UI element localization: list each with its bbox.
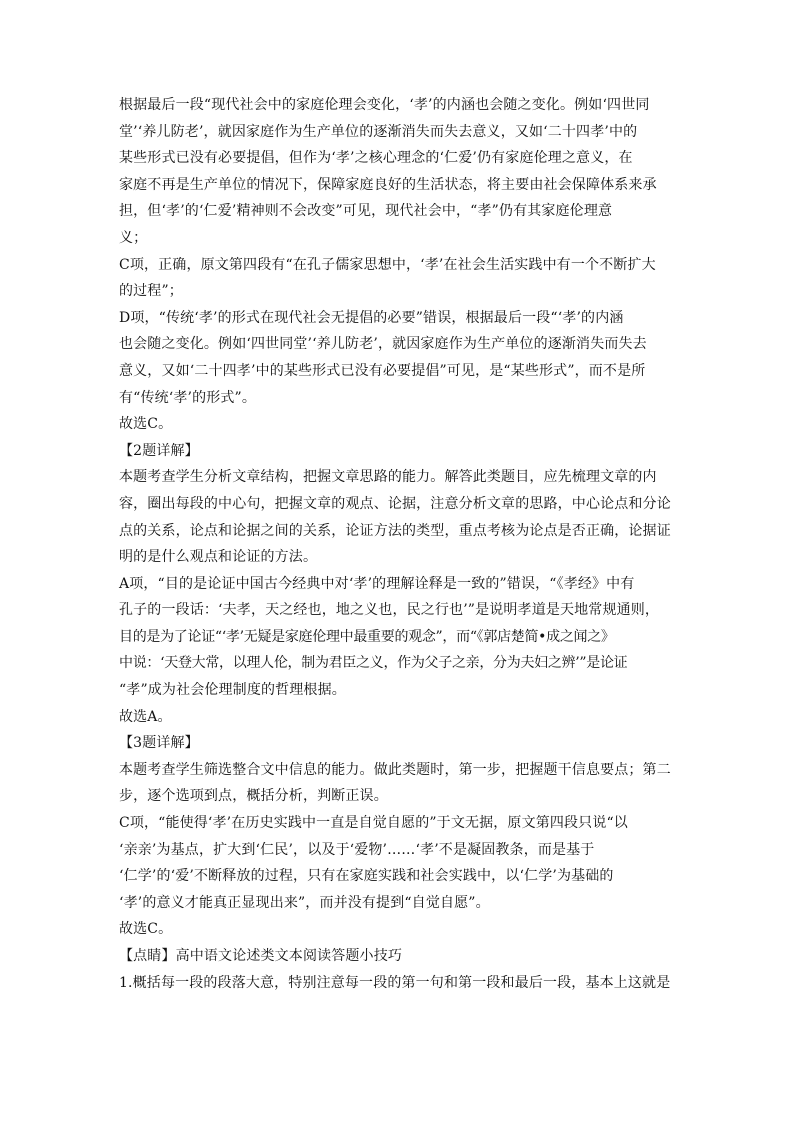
text-line: C项，正确，原文第四段有“在孔子儒家思想中，‘孝’在社会生活实践中有一个不断扩大 xyxy=(119,256,656,273)
text-line: ‘孝’的意义才能真正显现出来”，而并没有提到“自觉自愿”。 xyxy=(119,894,490,911)
text-line: 容，圈出每段的中心句，把握文章的观点、论据，注意分析文章的思路，中心论点和分论 xyxy=(119,495,671,512)
text-line: C项，“能使得‘孝’在历史实践中一直是自觉自愿的”于文无据，原文第四段只说“以 xyxy=(119,815,628,832)
document-body xyxy=(119,92,679,996)
text-line: 某些形式已没有必要提倡，但作为‘孝’之核心理念的‘仁爱’仍有家庭伦理之意义，在 xyxy=(119,150,633,167)
text-line: 点的关系，论点和论据之间的关系，论证方法的类型，重点考核为论点是否正确，论据证 xyxy=(119,522,671,539)
section-heading: 【点睛】高中语文论述类文本阅读答题小技巧 xyxy=(119,948,402,964)
text-line: 孔子的一段话：‘夫孝，天之经也，地之义也，民之行也’”是说明孝道是天地常规通则， xyxy=(119,602,660,619)
text-line: 1.概括每一段的段落大意，特别注意每一段的第一句和第一段和最后一段，基本上这就是 xyxy=(119,974,671,991)
text-line: 步，逐个选项到点，概括分析，判断正误。 xyxy=(119,788,388,805)
text-line: ‘亲亲’为基点，扩大到‘仁民’，以及于‘爱物’……‘孝’不是凝固教条，而是基于 xyxy=(119,841,595,858)
text-line: 中说：‘天登大常，以理人伦，制为君臣之义，作为父子之亲，分为夫妇之辨’”是论证 xyxy=(119,655,628,672)
text-line: 的过程”； xyxy=(119,283,183,300)
text-line: 根据最后一段“现代社会中的家庭伦理会变化，‘孝’的内涵也会随之变化。例如‘四世同 xyxy=(119,97,650,113)
text-line: 明的是什么观点和论证的方法。 xyxy=(119,549,318,566)
text-line: 意义，又如‘二十四孝’中的某些形式已没有必要提倡”可见，是“某些形式”，而不是所 xyxy=(119,362,646,379)
section-heading: 【3题详解】 xyxy=(119,735,199,752)
text-line: D项，“传统‘孝’的形式在现代社会无提倡的必要”错误，根据最后一段“‘孝’的内涵 xyxy=(119,309,624,326)
answer-line: 故选C。 xyxy=(119,921,173,938)
text-line: 有“传统‘孝’的形式”。 xyxy=(119,389,257,406)
text-line: ‘仁学’的‘爱’不断释放的过程，只有在家庭实践和社会实践中，以‘仁学’为基础的 xyxy=(119,868,614,885)
text-line: “孝”成为社会伦理制度的哲理根据。 xyxy=(119,682,346,699)
text-line: A项，“目的是论证中国古今经典中对‘孝’的理解诠释是一致的”错误，“《孝经》中有 xyxy=(119,575,635,592)
text-line: 本题考查学生筛选整合文中信息的能力。做此类题时，第一步，把握题干信息要点；第二 xyxy=(119,761,671,778)
text-line: 也会随之变化。例如‘四世同堂’‘养儿防老’，就因家庭作为生产单位的逐渐消失而失去 xyxy=(119,336,647,353)
text-line: 本题考查学生分析文章结构，把握文章思路的能力。解答此类题目，应先梳理文章的内 xyxy=(119,469,657,486)
answer-line: 故选C。 xyxy=(119,416,173,433)
text-line: 担，但‘孝’的‘仁爱’精神则不会改变”可见，现代社会中，“孝”仍有其家庭伦理意 xyxy=(119,203,613,220)
answer-line: 故选A。 xyxy=(119,708,172,725)
text-line: 堂’‘养儿防老’，就因家庭作为生产单位的逐渐消失而失去意义，又如‘二十四孝’中的 xyxy=(119,123,638,140)
text-line: 目的是为了论证“‘孝’无疑是家庭伦理中最重要的观念”，而“《郭店楚简•成之闻之》 xyxy=(119,628,615,645)
text-line: 家庭不再是生产单位的情况下，保障家庭良好的生活状态，将主要由社会保障体系来承 xyxy=(119,176,657,193)
section-heading: 【2题详解】 xyxy=(119,442,199,459)
text-line: 义； xyxy=(119,229,148,246)
